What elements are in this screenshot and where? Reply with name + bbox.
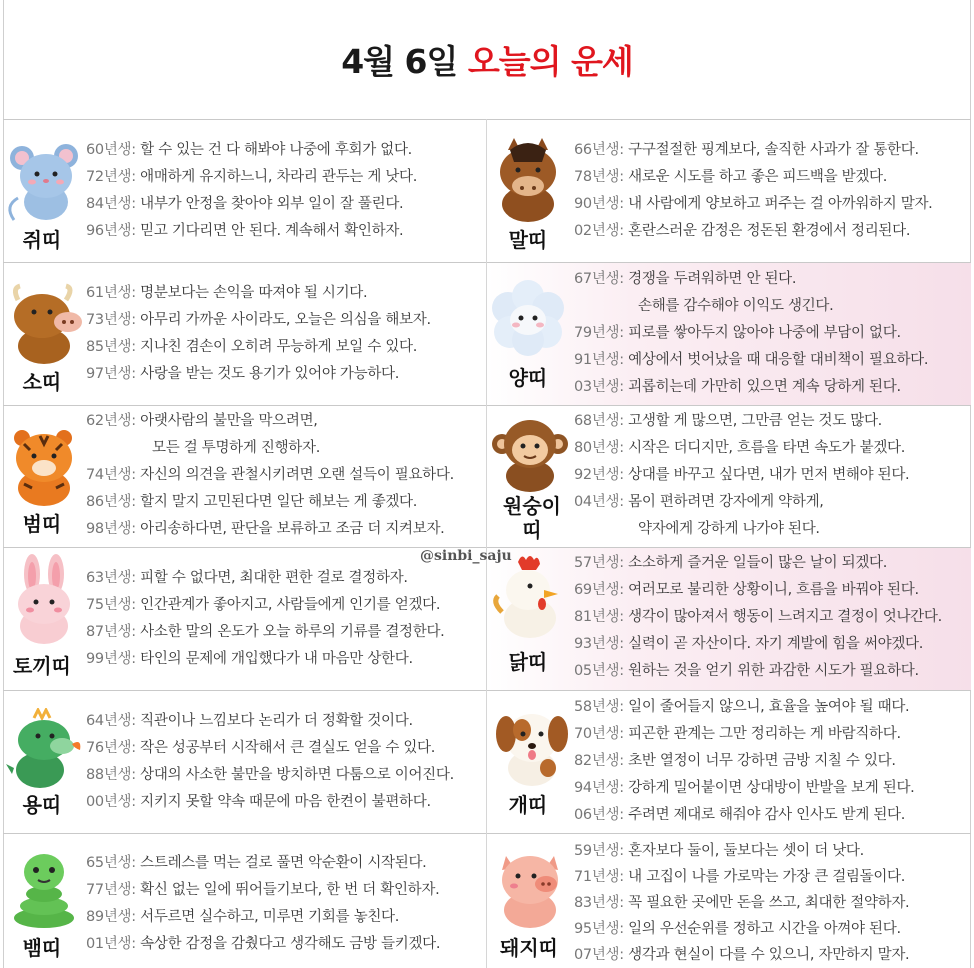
- fortune-text: 실력이 곧 자산이다. 자기 계발에 힘을 써야겠다.: [628, 636, 924, 652]
- fortune-text: 사랑을 받는 것도 용기가 있어야 가능하다.: [140, 366, 400, 382]
- birth-year: 98년생:: [86, 521, 136, 537]
- fortune-line: [574, 411, 882, 431]
- fortune-line: [86, 568, 408, 588]
- fortune-line: [86, 337, 417, 357]
- fortune-line: [574, 661, 919, 681]
- fortune-line: [86, 492, 417, 512]
- divider: [3, 833, 971, 834]
- fortune-line: [86, 411, 318, 431]
- birth-year: 91년생:: [574, 352, 624, 368]
- snake-icon: [6, 848, 82, 932]
- birth-year: 94년생:: [574, 780, 624, 796]
- fortune-line: [86, 622, 444, 642]
- fortune-line: [86, 364, 399, 384]
- birth-year: 00년생:: [86, 794, 136, 810]
- birth-year: 66년생:: [574, 142, 624, 158]
- fortune-line: [574, 140, 919, 160]
- fortune-line: [86, 310, 431, 330]
- fortune-line: [574, 634, 923, 654]
- fortune-text: 피할 수 없다면, 최대한 편한 걸로 결정하자.: [140, 570, 408, 586]
- fortune-text: 일의 우선순위를 정하고 시간을 아껴야 된다.: [628, 921, 901, 937]
- animal-name-pig: 돼지띠: [500, 936, 558, 960]
- divider: [3, 690, 971, 691]
- birth-year: 06년생:: [574, 807, 624, 823]
- birth-year: 96년생:: [86, 223, 136, 239]
- fortune-line: [574, 893, 909, 913]
- birth-year: 07년생:: [574, 947, 624, 963]
- birth-year: 93년생:: [574, 636, 624, 652]
- birth-year: 67년생:: [574, 271, 624, 287]
- fortune-line: [86, 853, 426, 873]
- birth-year: 64년생:: [86, 713, 136, 729]
- fortune-line: [574, 553, 887, 573]
- birth-year: 60년생:: [86, 142, 136, 158]
- fortune-text: 주려면 제대로 해줘야 감사 인사도 받게 된다.: [628, 807, 906, 823]
- fortune-text: 서두르면 실수하고, 미루면 기회를 놓친다.: [140, 909, 400, 925]
- animal-name-snake: 뱀띠: [22, 936, 62, 960]
- animal-name-tiger: 범띠: [22, 512, 62, 536]
- fortune-text: 애매하게 유지하느니, 차라리 관두는 게 낫다.: [140, 169, 418, 185]
- birth-year: 70년생:: [574, 726, 624, 742]
- animal-name-mouse: 쥐띠: [22, 228, 62, 252]
- birth-year: 87년생:: [86, 624, 136, 640]
- watermark-handle: @sinbi_saju: [420, 548, 512, 564]
- animal-name-ox: 소띠: [22, 370, 62, 394]
- birth-year: 61년생:: [86, 285, 136, 301]
- divider: [3, 119, 971, 120]
- fortune-text: 인간관계가 좋아지고, 사람들에게 인기를 얻겠다.: [140, 597, 441, 613]
- birth-year: 58년생:: [574, 699, 624, 715]
- fortune-text: 초반 열정이 너무 강하면 금방 지칠 수 있다.: [628, 753, 896, 769]
- fortune-line: [574, 465, 909, 485]
- fortune-text: 지키지 못할 약속 때문에 마음 한켠이 불편하다.: [140, 794, 431, 810]
- fortune-line: [574, 167, 887, 187]
- birth-year: 72년생:: [86, 169, 136, 185]
- birth-year: 76년생:: [86, 740, 136, 756]
- fortune-text: 시작은 더디지만, 흐름을 타면 속도가 붙겠다.: [628, 440, 906, 456]
- fortune-text: 여러모로 불리한 상황이니, 흐름을 바꿔야 된다.: [628, 582, 919, 598]
- fortune-text: 원하는 것을 얻기 위한 과감한 시도가 필요하다.: [628, 663, 919, 679]
- fortune-text: 내 사람에게 양보하고 퍼주는 걸 아까워하지 말자.: [628, 196, 933, 212]
- birth-year: 78년생:: [574, 169, 624, 185]
- fortune-text: 작은 성공부터 시작해서 큰 결실도 얻을 수 있다.: [140, 740, 436, 756]
- rabbit-icon: [6, 554, 82, 646]
- birth-year: 89년생:: [86, 909, 136, 925]
- birth-year: 04년생:: [574, 494, 624, 510]
- animal-name-rooster: 닭띠: [508, 650, 548, 674]
- fortune-line: [86, 465, 454, 485]
- birth-year: 75년생:: [86, 597, 136, 613]
- fortune-line: [86, 221, 403, 241]
- fortune-text: 고생할 게 많으면, 그만큼 얻는 것도 많다.: [628, 413, 882, 429]
- page-title: [0, 36, 974, 83]
- fortune-text: 명분보다는 손익을 따져야 될 시기다.: [140, 285, 368, 301]
- animal-name-monkey-line2: 띠: [522, 518, 542, 542]
- fortune-text: 아랫사람의 불만을 막으려면,: [140, 413, 318, 429]
- fortune-line: [86, 934, 440, 954]
- title-date: 4월 6일: [341, 42, 458, 81]
- fortune-text: 타인의 문제에 개입했다가 내 마음만 상한다.: [140, 651, 413, 667]
- fortune-text: 생각과 현실이 다를 수 있으니, 자만하지 말자.: [628, 947, 910, 963]
- fortune-text: 상대를 바꾸고 싶다면, 내가 먼저 변해야 된다.: [628, 467, 910, 483]
- fortune-text: 내 고집이 나를 가로막는 가장 큰 걸림돌이다.: [628, 869, 906, 885]
- fortune-text: 할지 말지 고민된다면 일단 해보는 게 좋겠다.: [140, 494, 418, 510]
- birth-year: 69년생:: [574, 582, 624, 598]
- fortune-text: 아리송하다면, 판단을 보류하고 조금 더 지켜보자.: [140, 521, 445, 537]
- fortune-text: 괴롭히는데 가만히 있으면 계속 당하게 된다.: [628, 379, 901, 395]
- fortune-line: [574, 580, 919, 600]
- fortune-text: 생각이 많아져서 행동이 느려지고 결정이 엇나간다.: [628, 609, 942, 625]
- divider: [3, 262, 971, 263]
- fortune-text: 일이 줄어들지 않으니, 효율을 높여야 될 때다.: [628, 699, 910, 715]
- fortune-line: [86, 140, 412, 160]
- mouse-icon: [6, 136, 82, 226]
- fortune-line: [574, 805, 905, 825]
- fortune-line: [86, 167, 417, 187]
- fortune-line: [86, 792, 431, 812]
- fortune-line: [638, 519, 820, 539]
- pig-icon: [488, 842, 572, 932]
- fortune-text: 속상한 감정을 감췄다고 생각해도 금방 들키겠다.: [140, 936, 441, 952]
- monkey-icon: [490, 412, 570, 494]
- fortune-line: [574, 221, 910, 241]
- birth-year: 92년생:: [574, 467, 624, 483]
- fortune-text: 확신 없는 일에 뛰어들기보다, 한 번 더 확인하자.: [140, 882, 440, 898]
- birth-year: 77년생:: [86, 882, 136, 898]
- fortune-text: 경쟁을 두려워하면 안 된다.: [628, 271, 797, 287]
- birth-year: 86년생:: [86, 494, 136, 510]
- fortune-text: 모든 걸 투명하게 진행하자.: [152, 440, 321, 456]
- animal-name-monkey: [494, 494, 570, 542]
- divider: [3, 405, 971, 406]
- fortune-text: 피로를 쌓아두지 않아야 나중에 부담이 없다.: [628, 325, 901, 341]
- animal-name-rabbit: 토끼띠: [13, 654, 71, 678]
- birth-year: 82년생:: [574, 753, 624, 769]
- fortune-text: 손해를 감수해야 이익도 생긴다.: [638, 298, 834, 314]
- fortune-line: [574, 724, 901, 744]
- birth-year: 95년생:: [574, 921, 624, 937]
- center-divider: [486, 119, 487, 968]
- birth-year: 99년생:: [86, 651, 136, 667]
- fortune-text: 약자에게 강하게 나가야 된다.: [638, 521, 820, 537]
- fortune-text: 내부가 안정을 찾아야 외부 일이 잘 풀린다.: [140, 196, 404, 212]
- fortune-line: [574, 194, 932, 214]
- fortune-text: 몸이 편하려면 강자에게 약하게,: [628, 494, 824, 510]
- birth-year: 88년생:: [86, 767, 136, 783]
- birth-year: 81년생:: [574, 609, 624, 625]
- animal-name-dragon: 용띠: [22, 793, 62, 817]
- fortune-line: [574, 841, 864, 861]
- birth-year: 02년생:: [574, 223, 624, 239]
- fortune-text: 직관이나 느낌보다 논리가 더 정확할 것이다.: [140, 713, 413, 729]
- fortune-line: [574, 438, 905, 458]
- fortune-text: 혼자보다 둘이, 둘보다는 셋이 더 낫다.: [628, 843, 864, 859]
- horse-icon: [486, 136, 570, 226]
- fortune-line: [86, 595, 440, 615]
- animal-name-dog: 개띠: [508, 793, 548, 817]
- fortune-text: 믿고 기다리면 안 된다. 계속해서 확인하자.: [140, 223, 404, 239]
- fortune-line: [86, 880, 439, 900]
- fortune-text: 구구절절한 핑계보다, 솔직한 사과가 잘 통한다.: [628, 142, 919, 158]
- fortune-line: [574, 350, 928, 370]
- fortune-line: [86, 194, 403, 214]
- rooster-icon: [488, 552, 570, 644]
- animal-name-horse: 말띠: [508, 228, 548, 252]
- fortune-text: 지나친 겸손이 오히려 무능하게 보일 수 있다.: [140, 339, 418, 355]
- birth-year: 05년생:: [574, 663, 624, 679]
- animal-name-sheep: 양띠: [508, 366, 548, 390]
- birth-year: 80년생:: [574, 440, 624, 456]
- fortune-line: [86, 765, 454, 785]
- tiger-icon: [4, 424, 84, 510]
- birth-year: 97년생:: [86, 366, 136, 382]
- fortune-line: [574, 751, 896, 771]
- dragon-icon: [4, 708, 84, 792]
- fortune-line: [574, 269, 796, 289]
- fortune-line: [86, 649, 413, 669]
- birth-year: 65년생:: [86, 855, 136, 871]
- fortune-line: [574, 697, 909, 717]
- birth-year: 68년생:: [574, 413, 624, 429]
- birth-year: 71년생:: [574, 869, 624, 885]
- fortune-text: 피곤한 관계는 그만 정리하는 게 바람직하다.: [628, 726, 901, 742]
- fortune-line: [638, 296, 833, 316]
- fortune-line: [86, 711, 413, 731]
- fortune-text: 강하게 밀어붙이면 상대방이 반발을 보게 된다.: [628, 780, 915, 796]
- birth-year: 01년생:: [86, 936, 136, 952]
- fortune-text: 꼭 필요한 곳에만 돈을 쓰고, 최대한 절약하자.: [628, 895, 910, 911]
- fortune-text: 소소하게 즐거운 일들이 많은 날이 되겠다.: [628, 555, 888, 571]
- birth-year: 90년생:: [574, 196, 624, 212]
- fortune-text: 새로운 시도를 하고 좋은 피드백을 받겠다.: [628, 169, 888, 185]
- fortune-line: [86, 907, 399, 927]
- fortune-text: 아무리 가까운 사이라도, 오늘은 의심을 해보자.: [140, 312, 431, 328]
- ox-icon: [4, 282, 84, 368]
- fortune-text: 혼란스러운 감정은 정돈된 환경에서 정리된다.: [628, 223, 911, 239]
- fortune-line: [152, 438, 320, 458]
- birth-year: 03년생:: [574, 379, 624, 395]
- fortune-line: [574, 607, 942, 627]
- fortune-line: [86, 283, 367, 303]
- birth-year: 74년생:: [86, 467, 136, 483]
- fortune-line: [574, 323, 901, 343]
- fortune-text: 자신의 의견을 관철시키려면 오랜 설득이 필요하다.: [140, 467, 454, 483]
- sheep-icon: [486, 278, 570, 362]
- birth-year: 62년생:: [86, 413, 136, 429]
- birth-year: 79년생:: [574, 325, 624, 341]
- fortune-line: [574, 492, 824, 512]
- dog-icon: [490, 700, 572, 790]
- fortune-text: 사소한 말의 온도가 오늘 하루의 기류를 결정한다.: [140, 624, 445, 640]
- fortune-line: [574, 867, 905, 887]
- birth-year: 57년생:: [574, 555, 624, 571]
- fortune-text: 스트레스를 먹는 걸로 풀면 악순환이 시작된다.: [140, 855, 427, 871]
- birth-year: 73년생:: [86, 312, 136, 328]
- fortune-line: [574, 377, 901, 397]
- fortune-line: [86, 738, 435, 758]
- birth-year: 84년생:: [86, 196, 136, 212]
- fortune-line: [574, 778, 914, 798]
- fortune-text: 상대의 사소한 불만을 방치하면 다툼으로 이어진다.: [140, 767, 454, 783]
- animal-name-monkey-line1: 원숭이: [503, 494, 561, 518]
- fortune-text: 예상에서 벗어났을 때 대응할 대비책이 필요하다.: [628, 352, 929, 368]
- fortune-line: [574, 945, 909, 965]
- birth-year: 63년생:: [86, 570, 136, 586]
- birth-year: 85년생:: [86, 339, 136, 355]
- title-highlight: 오늘의 운세: [467, 42, 633, 81]
- birth-year: 83년생:: [574, 895, 624, 911]
- fortune-line: [86, 519, 444, 539]
- birth-year: 59년생:: [574, 843, 624, 859]
- fortune-line: [574, 919, 901, 939]
- fortune-text: 할 수 있는 건 다 해봐야 나중에 후회가 없다.: [140, 142, 412, 158]
